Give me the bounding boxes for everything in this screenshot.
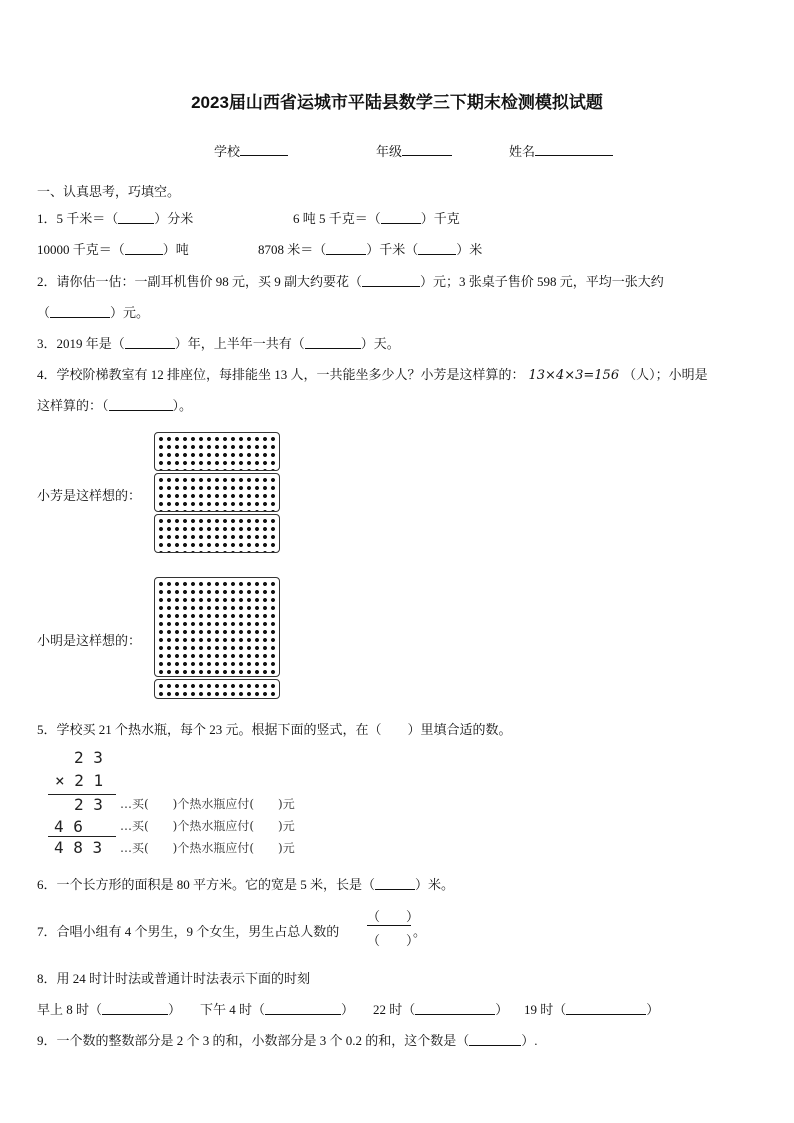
xiaoming-label: 小明是这样想的：	[37, 633, 142, 648]
q4-formula: 13×4×3=156	[528, 368, 620, 383]
q8-a-blank[interactable]	[102, 1002, 168, 1015]
vertical-row4: 4 6	[54, 817, 83, 836]
dot-array-xiaoming-1	[154, 577, 280, 677]
dot-array-xiaofang-1	[154, 432, 280, 471]
school-label: 学校	[214, 144, 241, 159]
name-blank[interactable]	[535, 143, 613, 156]
q7-fraction-bar	[367, 925, 411, 926]
q7-numerator[interactable]: （ ）	[367, 909, 420, 924]
q8-text: 8．用 24 时计时法或普通计时法表示下面的时刻	[37, 971, 311, 986]
vertical-row3: 2 3	[74, 795, 103, 814]
name-field	[509, 141, 613, 160]
q5-annot-3: …买( )个热水瓶应付( )元	[120, 841, 295, 855]
q1-b: 6 吨 5 千克＝（ ）千克	[293, 211, 460, 226]
q7-text: 7．合唱小组有 4 个男生，9 个女生，男生占总人数的	[37, 924, 340, 939]
q8-b-blank[interactable]	[265, 1002, 341, 1015]
q4-blank[interactable]	[109, 398, 173, 411]
q8-d-blank[interactable]	[566, 1002, 646, 1015]
q9-blank[interactable]	[469, 1033, 521, 1046]
q5-text: 5．学校买 21 个热水瓶，每个 23 元。根据下面的竖式，在（ ）里填合适的数。	[37, 722, 512, 737]
q5-annot-2: …买( )个热水瓶应付( )元	[120, 819, 295, 833]
q4-line1: 4．学校阶梯教室有 12 排座位，每排能坐 13 人，一共能坐多少人？小芳是这样算的： 13×4×3=156 （人）；小明是	[37, 367, 708, 383]
q5-annot-1: …买( )个热水瓶应付( )元	[120, 797, 295, 811]
q9: 9．一个数的整数部分是 2 个 3 的和，小数部分是 3 个 0.2 的和，这个数是（ ）.	[37, 1033, 538, 1048]
q8-d: 19 时（ ）	[524, 1002, 660, 1017]
q1-d: 8708 米＝（ ）千米（ ）米	[258, 242, 483, 257]
vertical-row5: 4 8 3	[54, 838, 103, 857]
q1-c-blank[interactable]	[125, 242, 163, 255]
q2-blank2[interactable]	[50, 305, 110, 318]
vertical-row2: × 2 1	[55, 771, 104, 790]
q6-blank[interactable]	[375, 877, 415, 890]
q1-b-blank[interactable]	[381, 211, 421, 224]
name-label: 姓名	[509, 144, 536, 159]
q8-a: 早上 8 时（ ）	[37, 1002, 182, 1017]
q7-denominator[interactable]: （ ）	[367, 933, 420, 948]
q4-line2: 这样算的：（ ）。	[37, 398, 193, 413]
q6: 6．一个长方形的面积是 80 平方米。它的宽是 5 米，长是（ ）米。	[37, 877, 455, 892]
q1-a: 1．5 千米＝（ ）分米	[37, 211, 194, 226]
grade-blank[interactable]	[402, 143, 452, 156]
q8-c: 22 时（ ）	[373, 1002, 509, 1017]
q1-c: 10000 千克＝（ ）吨	[37, 242, 189, 257]
q7-period: 。	[413, 924, 427, 939]
dot-array-xiaoming-2	[154, 679, 280, 699]
vertical-line2	[48, 836, 116, 837]
q2-line2: （ ）元。	[37, 305, 150, 320]
xiaofang-label: 小芳是这样想的：	[37, 488, 142, 503]
grade-field	[376, 141, 452, 160]
q1-d-blank2[interactable]	[418, 242, 456, 255]
vertical-row1: 2 3	[74, 748, 103, 767]
dot-array-xiaofang-2	[154, 473, 280, 512]
q3-blank1[interactable]	[125, 336, 175, 349]
q3-blank2[interactable]	[305, 336, 361, 349]
grade-label: 年级	[376, 144, 403, 159]
q8-b: 下午 4 时（ ）	[200, 1002, 355, 1017]
q1-a-blank[interactable]	[118, 211, 154, 224]
school-blank[interactable]	[240, 143, 288, 156]
q2-line1: 2．请你估一估：一副耳机售价 98 元，买 9 副大约要花（ ）元；3 张桌子售价 598 元，平均一张大约	[37, 274, 664, 289]
section-heading: 一、认真思考，巧填空。	[37, 184, 181, 199]
q8-c-blank[interactable]	[415, 1002, 495, 1015]
q3: 3．2019 年是（ ）年，上半年一共有（ ）天。	[37, 336, 400, 351]
q1-d-blank1[interactable]	[326, 242, 366, 255]
q2-blank1[interactable]	[362, 274, 420, 287]
page-title: 2023届山西省运城市平陆县数学三下期末检测模拟试题	[191, 93, 603, 112]
dot-array-xiaofang-3	[154, 514, 280, 553]
school-field	[214, 141, 288, 160]
